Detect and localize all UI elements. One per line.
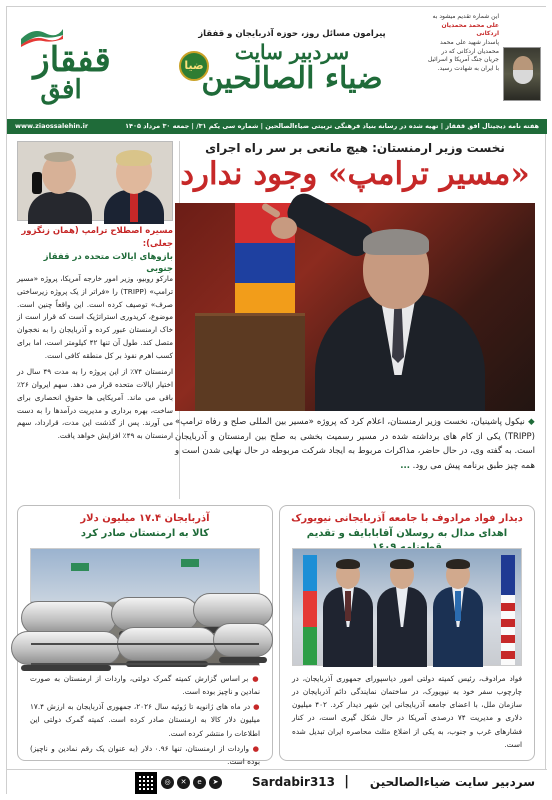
export-title-green: کالا به ارمنستان صادر کرد — [80, 527, 210, 539]
masthead-title-big: ضیاء الصالحین — [201, 61, 383, 96]
dedication-description: پاسدار شهید علی محمد محمدیان اردکانی که در جریان جنگ آمریکا و اسرائیل با ایران به شهادت رسید. — [427, 39, 499, 73]
eitaa-icon[interactable]: e — [193, 776, 206, 789]
dedication-text — [427, 13, 499, 74]
putin-trump-photo — [17, 141, 173, 221]
telegram-icon[interactable]: ➤ — [209, 776, 222, 789]
footer-brand: سردبیر سایت ضیاءالصالحین — [369, 775, 535, 789]
export-body — [30, 672, 260, 766]
zia-emblem-icon: ضیا — [179, 51, 209, 81]
export-article-box — [17, 505, 273, 766]
footer-bar — [7, 769, 547, 795]
instagram-icon[interactable]: ◎ — [161, 776, 174, 789]
tanker-train-photo — [30, 548, 260, 666]
martyr-portrait — [503, 47, 541, 101]
masthead-title-block — [157, 29, 427, 117]
social-icons — [161, 776, 222, 789]
footer-separator: | — [344, 774, 349, 789]
diaspora-article-box — [279, 505, 535, 761]
left-headline-red: مسیره اصطلاح ترامپ (همان زنگزور جعلی): — [21, 226, 173, 249]
main-article-body — [175, 415, 535, 501]
green-bullet-icon: ◆ — [524, 417, 535, 427]
ofogh-ghafghaz-logo — [13, 25, 133, 113]
export-bullet-3: واردات از ارمنستان، تنها ۰.۹۶ دلار (به عنوان یک رقم نمادین و ناچیز) بوده است. — [30, 743, 260, 766]
diaspora-body — [292, 672, 522, 754]
pashinyan-photo — [175, 203, 535, 411]
diaspora-paragraph: فواد مرادوف، رئیس کمیته دولتی امور دیاسپورای جمهوری آذربایجان، در چارچوب سفر خود به نیویورک، در ساختمان نمایندگی دائم آذربایجان در سازمان ملل، با اعضای جامعه آذربایجانی این شهر دیدار کرد. ۴۰۲ میلیون دلاری و مدیریت ۷۴ درصدی آمریکا در حال شکل گیری است، در کنار فشارهای غرب و جنوب، به یکی از اضلاع مثلث محاصره ایران تبدیل شده است. — [292, 674, 522, 749]
footer-handle[interactable]: Sardabir313 — [251, 775, 335, 789]
dedication-intro: این شماره تقدیم میشود به — [432, 13, 499, 20]
export-bullet-2: در ماه های ژانویه تا ژوئیه سال ۲۰۲۶، جمهوری آذربایجان به ارزش ۱۷.۴ میلیون دلار کالا به ارمنستان صادر کرده است. کمیته گمرک دولتی این اطلاعات را منتشر کرده است. — [30, 702, 260, 738]
twitter-icon[interactable]: ✕ — [177, 776, 190, 789]
main-headline: «مسیر ترامپ» وجود ندارد — [180, 156, 530, 192]
dedication-block — [425, 13, 541, 117]
diaspora-title-green: اهدای مدال به روسلان آقابابایف و تقدیم — [306, 527, 508, 539]
diaspora-meeting-photo — [292, 548, 522, 666]
diaspora-title-red: دیدار فواد مرادوف با جامعه آذربایجانی نیویورک — [291, 513, 523, 524]
newspaper-page — [6, 6, 546, 794]
left-article-body — [17, 273, 173, 499]
logo-text-ofogh: افق — [40, 75, 82, 105]
masthead — [7, 7, 547, 119]
bullet-icon: ● — [248, 674, 260, 683]
export-title-red: آذربایجان ۱۷.۴ میلیون دلار — [80, 513, 210, 524]
dedication-name: علی محمد محمدیان اردکانی — [441, 21, 499, 38]
site-url[interactable]: www.ziaossalehin.ir — [15, 122, 89, 130]
main-more: ... — [400, 460, 410, 471]
left-article-headline — [17, 225, 173, 276]
masthead-title-small: سردبیر سایت — [234, 40, 350, 64]
bullet-icon: ● — [250, 702, 260, 712]
main-kicker: نخست وزیر ارمنستان: هیچ مانعی بر سر راه اجرای — [205, 141, 505, 155]
export-bullet-1: بر اساس گزارش کمیته گمرک دولتی، واردات از ارمنستان به صورت نمادین و ناچیز بوده است. — [30, 674, 260, 697]
left-paragraph-2: ارمنستان ۷۴٪ از این پروژه را به مدت ۴۹ سال در اختیار ایالات متحده قرار می دهد. سهم ایروان ۲۶٪ باقی می ماند. آمریکایی ها حقوق انحصاری برای ساخت، بهره برداری و مدیریت درآمدها را به دست می آورند. پس از گذشت این مدت، قرارداد، سهم ارمنستان به ۴۹٪ افزایش خواهد یافت. — [17, 367, 173, 441]
issue-info-bar — [7, 119, 547, 134]
main-body-text: نیکول پاشینیان، نخست وزیر ارمنستان، اعلام کرد که پروژه «مسیر بین المللی صلح و رفاه ترامپ» (TRIPP) یکی از کام های برداشته شده در مسیر رسمیت بخشی به صلح بین ارمنستان و آذربایجان است. به گفته وی، در حال حاضر، مذاکرات مربوط به ایجاد شرکت مربوطه در حال نهایی شدن است و همه چیز طبق برنامه پیش می رود. — [175, 417, 535, 471]
masthead-tagline: پیرامون مسائل روز، حوزه آذربایجان و قفقاز — [198, 29, 386, 39]
qr-code-icon[interactable] — [135, 772, 157, 794]
export-title — [24, 512, 266, 541]
issue-meta: هفته نامه دیجیتال افق قفقاز | تهیه شده در رسانه بنیاد فرهنگی تربیتی ضیاءالصالحین | شماره سی یکم ۳۱/ | جمعه ۳۰ مرداد ۱۴۰۵ — [125, 122, 539, 130]
bullet-icon: ● — [248, 743, 260, 753]
logo-text-ghafghaz: قفقاز — [33, 40, 111, 80]
left-headline-green: بازوهای ایالات متحده در قفقاز جنوبی — [43, 251, 173, 275]
left-paragraph-1: مارکو روبیو، وزیر امور خارجه آمریکا، پروژه «مسیر ترامپ» (TRIPP) را «فراتر از یک پروژه زیرساختی صرف» توصیف کرده است. این واقعاً چنین است. موضوع، کریدوری استراتژیک است که قرار است از خاک ارمنستان عبور کرده و آذربایجان را به نخجوان متصل کند. طول آن تنها ۴۲ کیلومتر است، اما برای کسب اهرم نفوذ بر کل منطقه کافی است. — [17, 274, 173, 360]
